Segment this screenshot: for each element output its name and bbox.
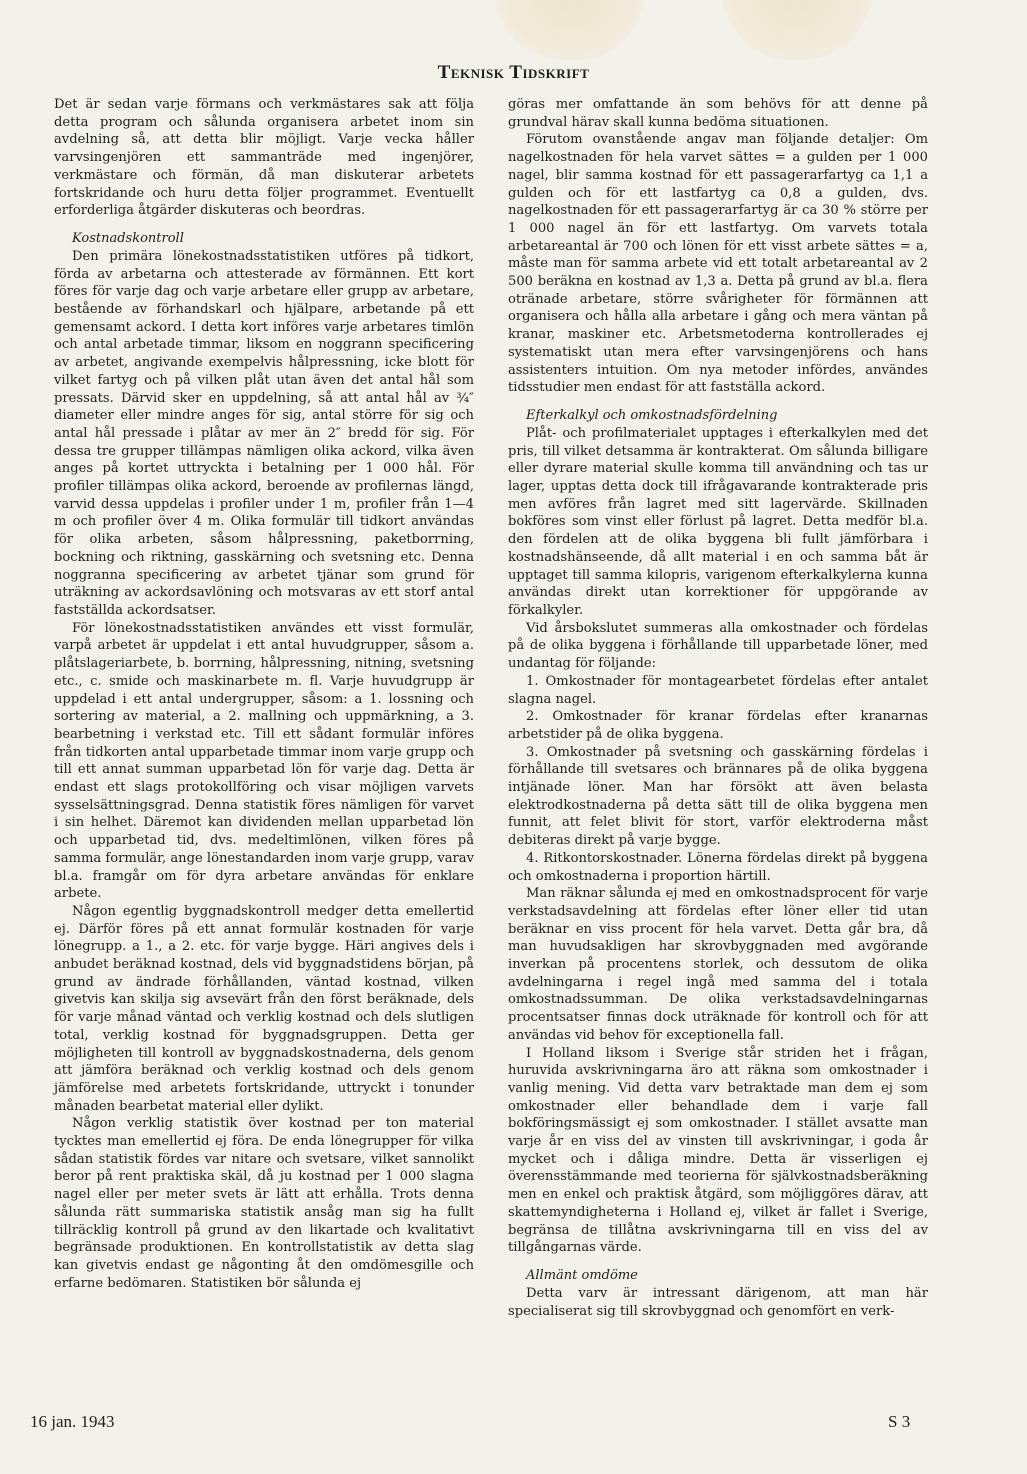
paragraph: Någon egentlig byggnadskontroll medger detta emellertid ej. Därför föres på ett annat formulär kostnaden för varje lönegrupp. a 1., a 2. etc. för varje bygge. Häri angives dels i anbudet beräknad kostnad, dels vid byggnadstidens början, på grund av ändrade förhållanden, väntad kostnad, vilken givetvis kan skilja sig avsevärt från den först beräknade, dels för varje månad väntad och verklig kostnad och dels slutligen total, verklig kostnad för byggnadsgruppen. Detta ger möjligheten till kontroll av byggnadskostnaderna, dels genom att jämföra beräknad och verklig kostnad och dels genom jämförelse med arbetets fortskridande, uttryckt i tonunder månaden bearbetat material eller dylikt. [54, 903, 474, 1114]
right-column [508, 96, 928, 1320]
section-heading: Kostnadskontroll [72, 230, 184, 246]
paragraph: Plåt- och profilmaterialet upptages i efterkalkylen med det pris, till vilket detsamma är kontrakterat. Om sålunda billigare eller dyrare material skulle komma till användning och tas ur lager, upptas detta dock till ifrågavarande kontrakterade pris men avföres från lagret med sitt lagervärde. Skillnaden bokföres som vinst eller förlust på lagret. Detta medför bl.a. den fördelen att de olika byggena bli fullt jämförbara i kostnadshänseende, då allt material i en och samma båt är upptaget till samma kilopris, varigenom efterkalkylerna kunna användas direkt utan korrektioner för uppgörande av förkalkyler. [508, 425, 928, 618]
paragraph: Vid årsbokslutet summeras alla omkostnader och fördelas på de olika byggena i förhållande till upparbetade löner, med undantag för följande: [508, 620, 928, 672]
paper-stain [495, 0, 645, 60]
left-column [54, 96, 474, 1292]
section-heading: Efterkalkyl och omkostnadsfördelning [526, 407, 778, 423]
journal-title: Teknisk Tidskrift [437, 62, 590, 83]
paragraph: Detta varv är intressant därigenom, att man här specialiserat sig till skrovbyggnad och genomfört en verk- [508, 1286, 928, 1319]
paragraph: I Holland liksom i Sverige står striden het i frågan, huruvida avskrivningarna äro att räkna som omkostnader i vanlig mening. Vid detta varv betraktade man dem ej som omkostnader eller behandlade dem i varje fall bokföringsmässigt ej som omkostnader. I stället avsatte man varje år en viss del av vinsten till avskrivningar, i goda år mycket och i dåliga mindre. Detta är visserligen ej överensstämmande med teorierna för självkostnadsberäkning men en enkel och praktisk åtgärd, som möjliggöres därav, att skattemyndigheterna i Holland ej, vilket är fallet i Sverige, begränsa de tillåtna avskrivningarna till en viss del av tillgångarnas värde. [508, 1045, 928, 1256]
paragraph: Den primära lönekostnadsstatistiken utföres på tidkort, förda av arbetarna och attesterade av förmännen. Ett kort föres för varje dag och varje arbetare eller grupp av arbetare, bestående av förhandskarl och hjälpare, arbetande på ett gemensamt ackord. I detta kort införes varje arbetares timlön och antal arbetade timmar, liksom en noggrann specificering av arbetet, angivande exempelvis hålpressning, icke blott för vilket fartyg och på vilken plåt utan även det antal hål som pressats. Därvid sker en uppdelning, så att antal hål av ¾″ diameter eller mindre anges för sig, antal större för sig och antal hål pressade i plåtar av mer än 2″ bredd för sig. För dessa tre grupper tillämpas nämligen olika ackord, vilka även anges på kortet uttryckta i betalning per 1 000 hål. För profiler tillämpas olika ackord, beroende av profilernas längd, varvid dessa uppdelas i profiler under 1 m, profiler från 1—4 m och profiler över 4 m. Olika formulär till tidkort användas för olika arbeten, såsom hålpressning, paketborrning, bockning och riktning, gasskärning och svetsning etc. Denna noggranna specificering av arbetet tjänar som grund för uträkning av ackordsavlöning och motsvaras av ett storf antal fastställda ackordsatser. [54, 248, 474, 618]
paragraph: Man räknar sålunda ej med en omkostnadsprocent för varje verkstadsavdelning att fördelas efter löner eller tid utan beräknar en viss procent för hela varvet. Detta går bra, då man huvudsakligen har skrovbyggnaden med avgörande inverkan på procentens storlek, och dessutom de olika avdelningarna i regel ingå med samma del i totala omkostnadssumman. De olika verkstadsavdelningarnas procentsatser finnas dock uträknade för kontroll och för att användas vid behov för exceptionella fall. [508, 886, 928, 1043]
paragraph: göras mer omfattande än som behövs för att denne på grundval härav skall kunna bedöma situationen. [508, 97, 928, 130]
issue-date: 16 jan. 1943 [30, 1412, 115, 1431]
section-heading: Allmänt omdöme [526, 1268, 638, 1283]
page-number: S 3 [888, 1412, 911, 1431]
list-item: 1. Omkostnader för montagearbetet fördelas efter antalet slagna nagel. [508, 673, 928, 707]
paragraph: Förutom ovanstående angav man följande detaljer: Om nagelkostnaden för hela varvet sättes = a gulden per 1 000 nagel, blir samma kostnad för ett passagerarfartyg ca 1,1 a gulden och för ett lastfartyg ca 0,8 a gulden, dvs. nagelkostnaden för ett passagerarfartyg är ca 30 % större per 1 000 nagel än för ett lastfartyg. Om varvets totala arbetareantal är 700 och lönen för ett visst arbete sättes = a, måste man för samma arbete vid ett totalt arbetareantal av 2 500 beräkna en kostnad av 1,3 a. Detta på grund av bl.a. flera otränade arbetare, större svårigheter för förmännen att organisera och hålla alla arbetare i gång och mera väntan på kranar, maskiner etc. Arbetsmetoderna kontrollerades ej systematiskt utan mera efter varvsingenjörens och hans assistenters intuition. Om nya metoder infördes, användes tidsstudier men endast för att fastställa ackord. [508, 132, 928, 396]
paragraph: För lönekostnadsstatistiken användes ett visst formulär, varpå arbetet är uppdelat i ett antal huvudgrupper, såsom a. plåtslageriarbete, b. borrning, hålpressning, nitning, svetsning etc., c. smide och maskinarbete m. fl. Varje huvudgrupp är uppdelad i ett antal undergrupper, såsom: a 1. lossning och sortering av material, a 2. mallning och uppmärkning, a 3. bearbetning i verkstad etc. Till ett sådant formulär införes från tidkorten antal upparbetade timmar inom varje grupp och till ett annat summan upparbetad lön för varje dag. Detta är endast ett slags protokollföring och visar möjligen varvets sysselsättningsgrad. Denna statistik föres nämligen för varvet i sin helhet. Däremot kan dividenden mellan upparbetad lön och upparbetad tid, dvs. medeltimlönen, vilken föres på samma formulär, ange lönestandarden inom varje grupp, varav bl.a. framgår om för dyra arbetare användas för enklare arbete. [54, 620, 474, 902]
list-item: 2. Omkostnader för kranar fördelas efter kranarnas arbetstider på de olika byggena. [508, 709, 928, 742]
paragraph: Någon verklig statistik över kostnad per ton material tycktes man emellertid ej föra. De enda lönegrupper för vilka sådan statistik fördes var nitare och svetsare, vilket sannolikt beror på rent praktiska skäl, då ju kostnad per 1 000 slagna nagel eller per meter svets är lätt att erhålla. Trots denna sålunda rätt summariska statistik ansåg man sig ha fullt tillräcklig kontroll på grund av den likartade och kvalitativt begränsade produktionen. En kontrollstatistik av detta slag kan givetvis endast ge någonting åt den omdömesgille och erfarne bedömaren. Statistiken bör sålunda ej [54, 1116, 474, 1291]
list-item: 4. Ritkontorskostnader. Lönerna fördelas direkt på byggena och omkostnaderna i proportion härtill. [508, 850, 928, 884]
paper-stain [722, 0, 872, 60]
paragraph: Det är sedan varje förmans och verkmästares sak att följa detta program och sålunda organisera arbetet inom sin avdelning så, att detta blir möjligt. Varje vecka håller varvsingenjören ett sammanträde med ingenjörer, verkmästare och förmän, då man diskuterar arbetets fortskridande och huru detta följer programmet. Eventuellt erforderliga åtgärder diskuteras och beordras. [54, 97, 474, 219]
list-item: 3. Omkostnader på svetsning och gasskärning fördelas i förhållande till svetsares och brännares på de olika byggena intjänade löner. Man har försökt att även belasta elektrodkostnaderna på detta sätt till de olika byggena men funnit, att felet blivit för stort, varför elektroderna måst debiteras direkt på varje bygge. [508, 744, 928, 849]
